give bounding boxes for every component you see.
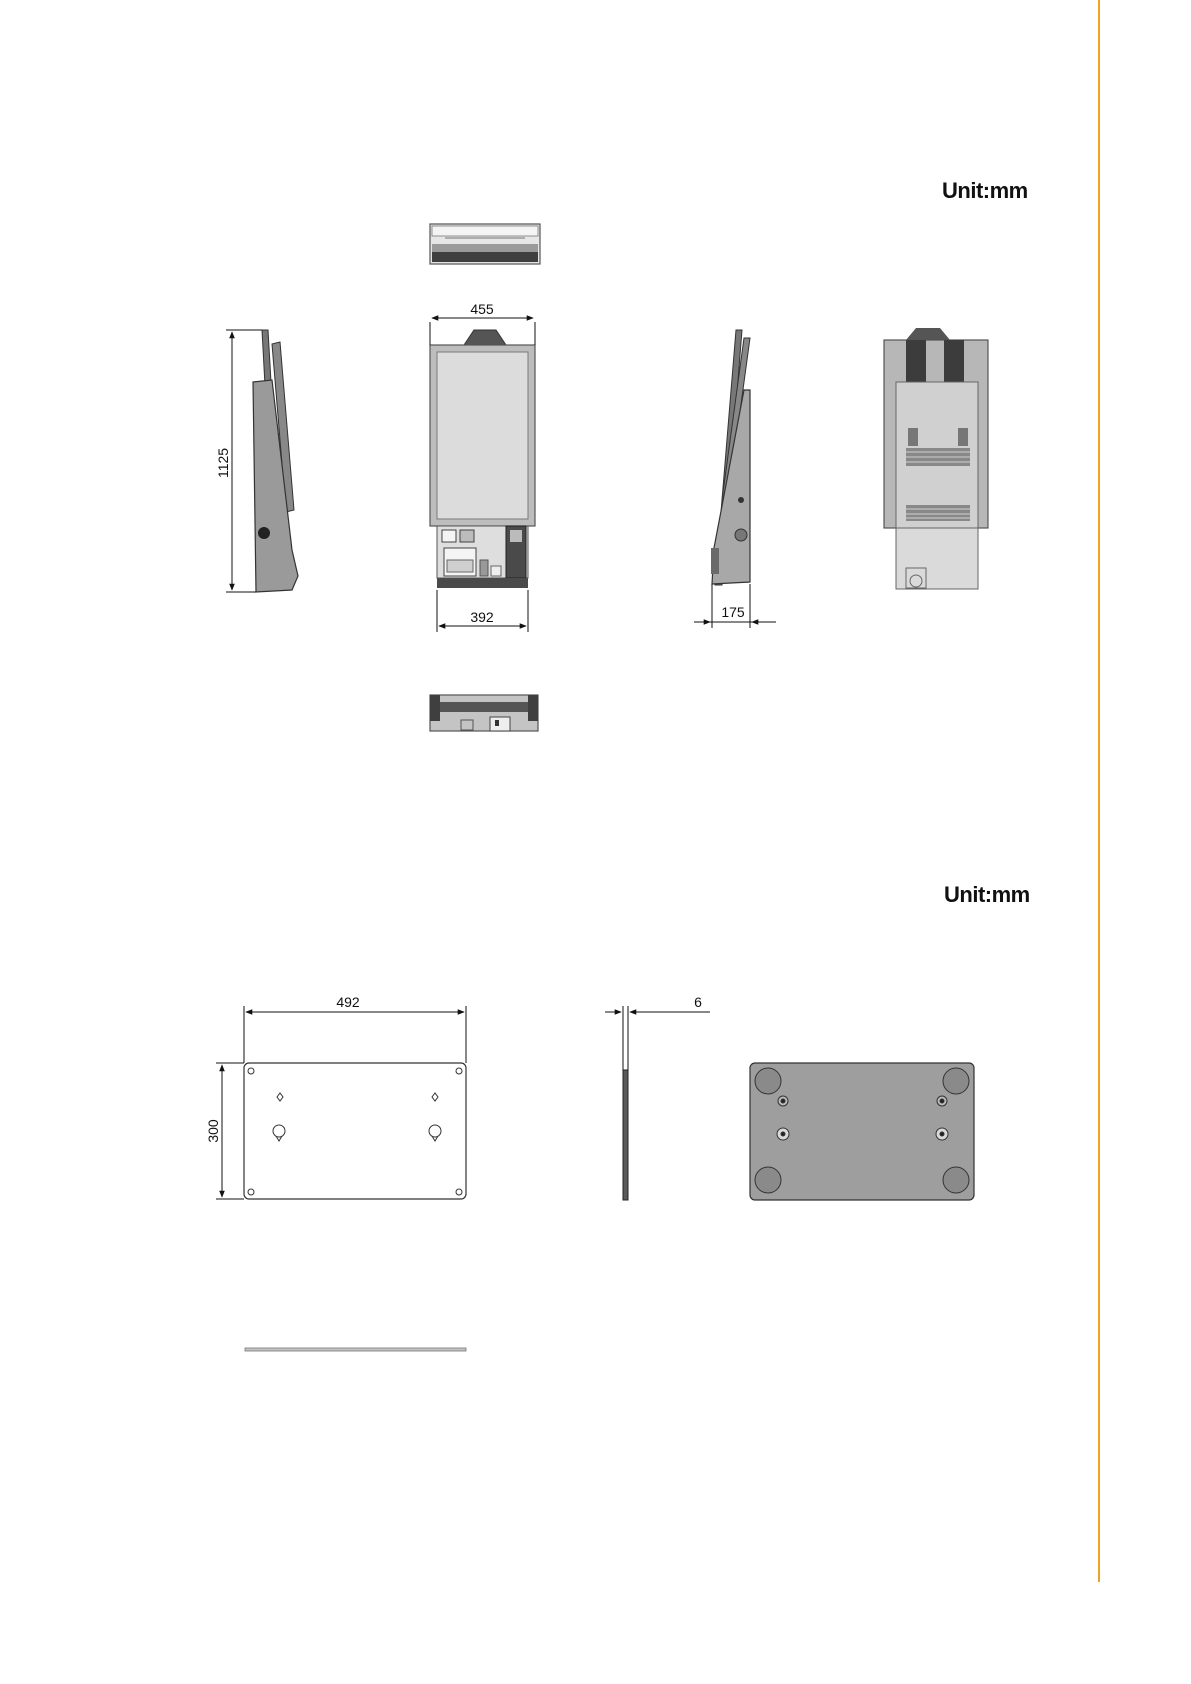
kiosk-back-view	[884, 328, 988, 589]
kiosk-front-view	[430, 330, 535, 588]
dim-depth-label: 175	[721, 604, 745, 620]
dim-front-width-label: 455	[470, 301, 494, 317]
unit-label-top: Unit:mm	[942, 178, 1028, 203]
dim-plate-width	[244, 994, 466, 1063]
dim-plate-height	[205, 1063, 244, 1199]
dim-plate-height-label: 300	[205, 1119, 221, 1143]
baseplate-edge-view	[245, 1348, 466, 1351]
dim-depth	[694, 584, 776, 628]
unit-label-bottom: Unit:mm	[944, 882, 1030, 907]
kiosk-left-side-view	[253, 330, 298, 592]
dim-base-width-label: 392	[470, 609, 494, 625]
kiosk-top-view	[430, 224, 540, 264]
baseplate-side-view	[623, 1070, 628, 1200]
baseplate-top-view	[244, 1063, 466, 1199]
baseplate-bottom-view	[750, 1063, 974, 1200]
dim-base-width	[437, 590, 528, 632]
dim-plate-thickness	[605, 994, 710, 1070]
dim-plate-thickness-label: 6	[694, 994, 702, 1010]
dim-plate-width-label: 492	[336, 994, 360, 1010]
kiosk-bottom-view	[430, 695, 538, 731]
dim-height-label: 1125	[215, 447, 231, 479]
kiosk-right-side-view	[711, 330, 750, 585]
